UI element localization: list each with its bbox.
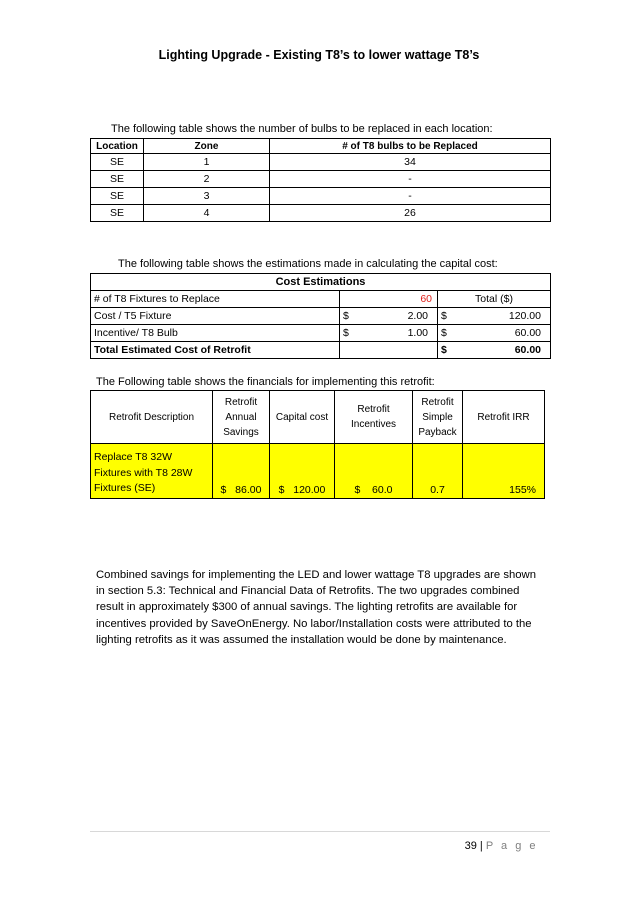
- table-row: [91, 188, 551, 205]
- unit-incentive: 1.00: [407, 327, 428, 339]
- header-bulbs: # of T8 bulbs to be Replaced: [270, 139, 551, 154]
- bulbs-caption: The following table shows the number of bulbs to be replaced in each location:: [111, 123, 493, 135]
- header-irr: Retrofit IRR: [463, 391, 545, 444]
- cell-bulbs: -: [270, 171, 551, 188]
- bulbs-table: [90, 138, 551, 222]
- financials-caption: The Following table shows the financials for implementing this retrofit:: [96, 376, 435, 388]
- cell-bulbs: 26: [270, 205, 551, 222]
- retrofit-incentives: $ 60.0: [335, 444, 413, 499]
- header-incentives: Retrofit Incentives: [335, 391, 413, 444]
- table-row: [91, 205, 551, 222]
- total-incentive: 60.00: [514, 327, 541, 339]
- header-savings: Retrofit Annual Savings: [213, 391, 270, 444]
- total-incentive-cell: [438, 325, 551, 342]
- retrofit-total-cell: [438, 342, 551, 359]
- cell-bulbs: 34: [270, 154, 551, 171]
- header-description: Retrofit Description: [91, 391, 213, 444]
- financials-table: [90, 390, 545, 499]
- unit-incentive-cell: [340, 325, 438, 342]
- capital-cost: $ 120.00: [270, 444, 335, 499]
- cell-zone: 2: [144, 171, 270, 188]
- unit-cost: 2.00: [407, 310, 428, 322]
- total-cost: 120.00: [508, 310, 541, 322]
- table-header-row: [91, 139, 551, 154]
- table-header-row: [91, 391, 545, 444]
- row-label: Total Estimated Cost of Retrofit: [91, 342, 340, 359]
- row-label: Cost / T5 Fixture: [91, 308, 340, 325]
- table-row: [91, 325, 551, 342]
- retrofit-total: 60.00: [514, 344, 541, 356]
- page-title: Lighting Upgrade - Existing T8’s to lower wattage T8’s: [158, 48, 480, 62]
- summary-paragraph: Combined savings for implementing the LED and lower wattage T8 upgrades are shown in section 5.3: Technical and Financial Data of Retrofits. The two upgrades combined result in approximately $300 of annual savings. The lighting retrofits are available for incentives provided by SaveOnEnergy. No labor/Installation costs were attributed to the lighting retrofits as it was assumed the installation would be done by maintenance.: [96, 569, 536, 646]
- footer-separator: |: [479, 840, 483, 852]
- footer-divider: [90, 831, 550, 832]
- retrofit-irr: 155%: [463, 444, 545, 499]
- page-label: P a g e: [485, 840, 538, 852]
- currency-symbol: $: [441, 344, 447, 356]
- table-row: [91, 291, 551, 308]
- row-label: # of T8 Fixtures to Replace: [91, 291, 340, 308]
- fixtures-count: 60: [340, 291, 438, 308]
- cell-bulbs: -: [270, 188, 551, 205]
- header-payback: Retrofit Simple Payback: [413, 391, 463, 444]
- currency-symbol: $: [441, 310, 447, 322]
- page-number: 39: [464, 840, 477, 852]
- currency-symbol: $: [343, 327, 349, 339]
- cell-location: SE: [91, 188, 144, 205]
- cell-location: SE: [91, 205, 144, 222]
- cost-caption: The following table shows the estimations made in calculating the capital cost:: [118, 258, 498, 270]
- row-label: Incentive/ T8 Bulb: [91, 325, 340, 342]
- currency-symbol: $: [441, 327, 447, 339]
- cell-location: SE: [91, 171, 144, 188]
- simple-payback: 0.7: [413, 444, 463, 499]
- cell-zone: 4: [144, 205, 270, 222]
- total-cost-cell: [438, 308, 551, 325]
- cost-estimations-table: [90, 273, 551, 359]
- total-label: Total ($): [438, 291, 551, 308]
- unit-cost-cell: [340, 308, 438, 325]
- cell-location: SE: [91, 154, 144, 171]
- annual-savings: $ 86.00: [213, 444, 270, 499]
- currency-symbol: $: [343, 310, 349, 322]
- table-row: [91, 154, 551, 171]
- table-row: [91, 171, 551, 188]
- cell-zone: 3: [144, 188, 270, 205]
- table-row: [91, 308, 551, 325]
- table-row: [91, 342, 551, 359]
- cell-zone: 1: [144, 154, 270, 171]
- header-location: Location: [91, 139, 144, 154]
- page-footer: [465, 840, 538, 852]
- header-capital: Capital cost: [270, 391, 335, 444]
- header-zone: Zone: [144, 139, 270, 154]
- retrofit-description: Replace T8 32W Fixtures with T8 28W Fixtures (SE): [91, 444, 213, 499]
- table-row: [91, 444, 545, 499]
- cost-heading: Cost Estimations: [91, 274, 551, 291]
